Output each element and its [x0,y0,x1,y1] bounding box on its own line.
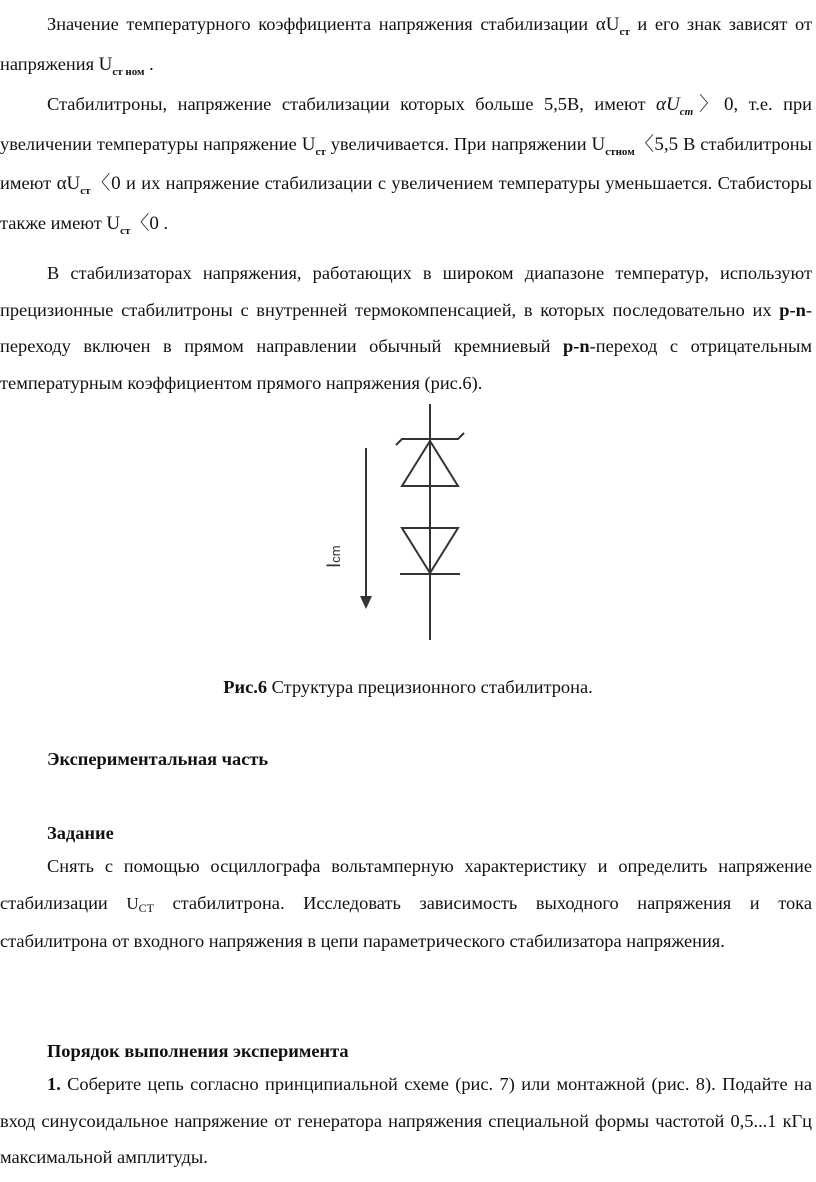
subscript: CT [138,900,154,915]
text: , т.е. при увеличении температуры напряжение [0,94,812,154]
subscript: стном [605,145,635,158]
formula-u: U [301,133,316,155]
subscript: ст [80,185,91,197]
text: и его знак зависят от напряжения [0,14,812,74]
step-number: 1. [47,1074,61,1094]
formula-alpha-u: αU [56,173,81,194]
text: В стабилитроны имеют [0,133,812,193]
text: В стабилизаторах напряжения, работающих в широком диапазоне температур, используют прецизионные стабилитроны с внутренней термокомпенсацией, в которых последовательно их [0,263,812,320]
subscript: ст [120,224,131,237]
bold-term: p-n [563,336,590,356]
figure-precision-zener [316,400,496,655]
current-arrow-head [360,596,372,609]
formula-tail: 〈5,5 [634,133,679,155]
text: . [144,53,154,74]
formula-u: U [106,212,121,234]
paragraph-zener-voltage [0,86,812,244]
caption-number: Рис.6 [223,677,268,697]
text: -переход с отрицательным температурным коэффициентом прямого напряжения (рис.6). [0,336,813,393]
text: увеличивается. При напряжении [325,133,592,154]
formula-u: U [126,893,139,913]
heading-experimental: Экспериментальная часть [47,749,269,769]
bold-term: p-n [779,299,806,320]
paragraph-step-1 [0,1066,812,1176]
zener-diagram [316,400,496,650]
caption-text: Структура прецизионного стабилитрона. [267,677,593,697]
text: Соберите цепь согласно принципиальной схеме (рис. 7) или монтажной (рис. 8). Подайте на вход синусоидальное напряжение от генератора напряжения специальной формы частотой 0,5...1 кГц максимальной амплитуды. [0,1074,812,1167]
formula-tail: 〈0 [130,212,159,234]
formula-u: U [98,53,113,75]
current-label-sub: cm [328,545,343,563]
formula-alpha-u: αU [656,94,680,115]
paragraph-precision-zener [0,255,812,401]
current-label [324,528,364,568]
figure-caption [0,675,816,699]
formula-alpha-u: αU [595,14,620,35]
text: и их напряжение стабилизации с увеличением температуры уменьшается. Стабисторы также имеют [0,173,812,233]
text: . [158,212,169,233]
paragraph-task [0,848,812,960]
text: Стабилитроны, напряжение стабилизации которых больше 5,5В, имеют [47,94,657,114]
text: Значение температурного коэффициента напряжения стабилизации [47,14,596,34]
subscript: ст [619,26,630,38]
subscript: ст ном [112,65,145,78]
current-label-main: I [324,562,345,568]
text: Снять с помощью осциллографа вольтамперную характеристику и определить напряжение стабилизации [0,856,812,913]
text: -переходу включен в прямом направлении обычный кремниевый [0,299,812,356]
formula-u: U [591,133,606,155]
formula-tail: 〉0 [693,94,734,115]
text: стабилитрона. Исследовать зависимость выходного напряжения и тока стабилитрона от входного напряжения в цепи параметрического стабилизатора напряжения. [0,892,813,951]
formula-tail: 〈0 [90,173,121,194]
subscript: ст [315,145,326,158]
paragraph-tk-voltage [0,6,812,85]
subscript: ст [679,106,694,118]
heading-task: Задание [47,823,114,843]
heading-procedure: Порядок выполнения эксперимента [47,1041,349,1061]
